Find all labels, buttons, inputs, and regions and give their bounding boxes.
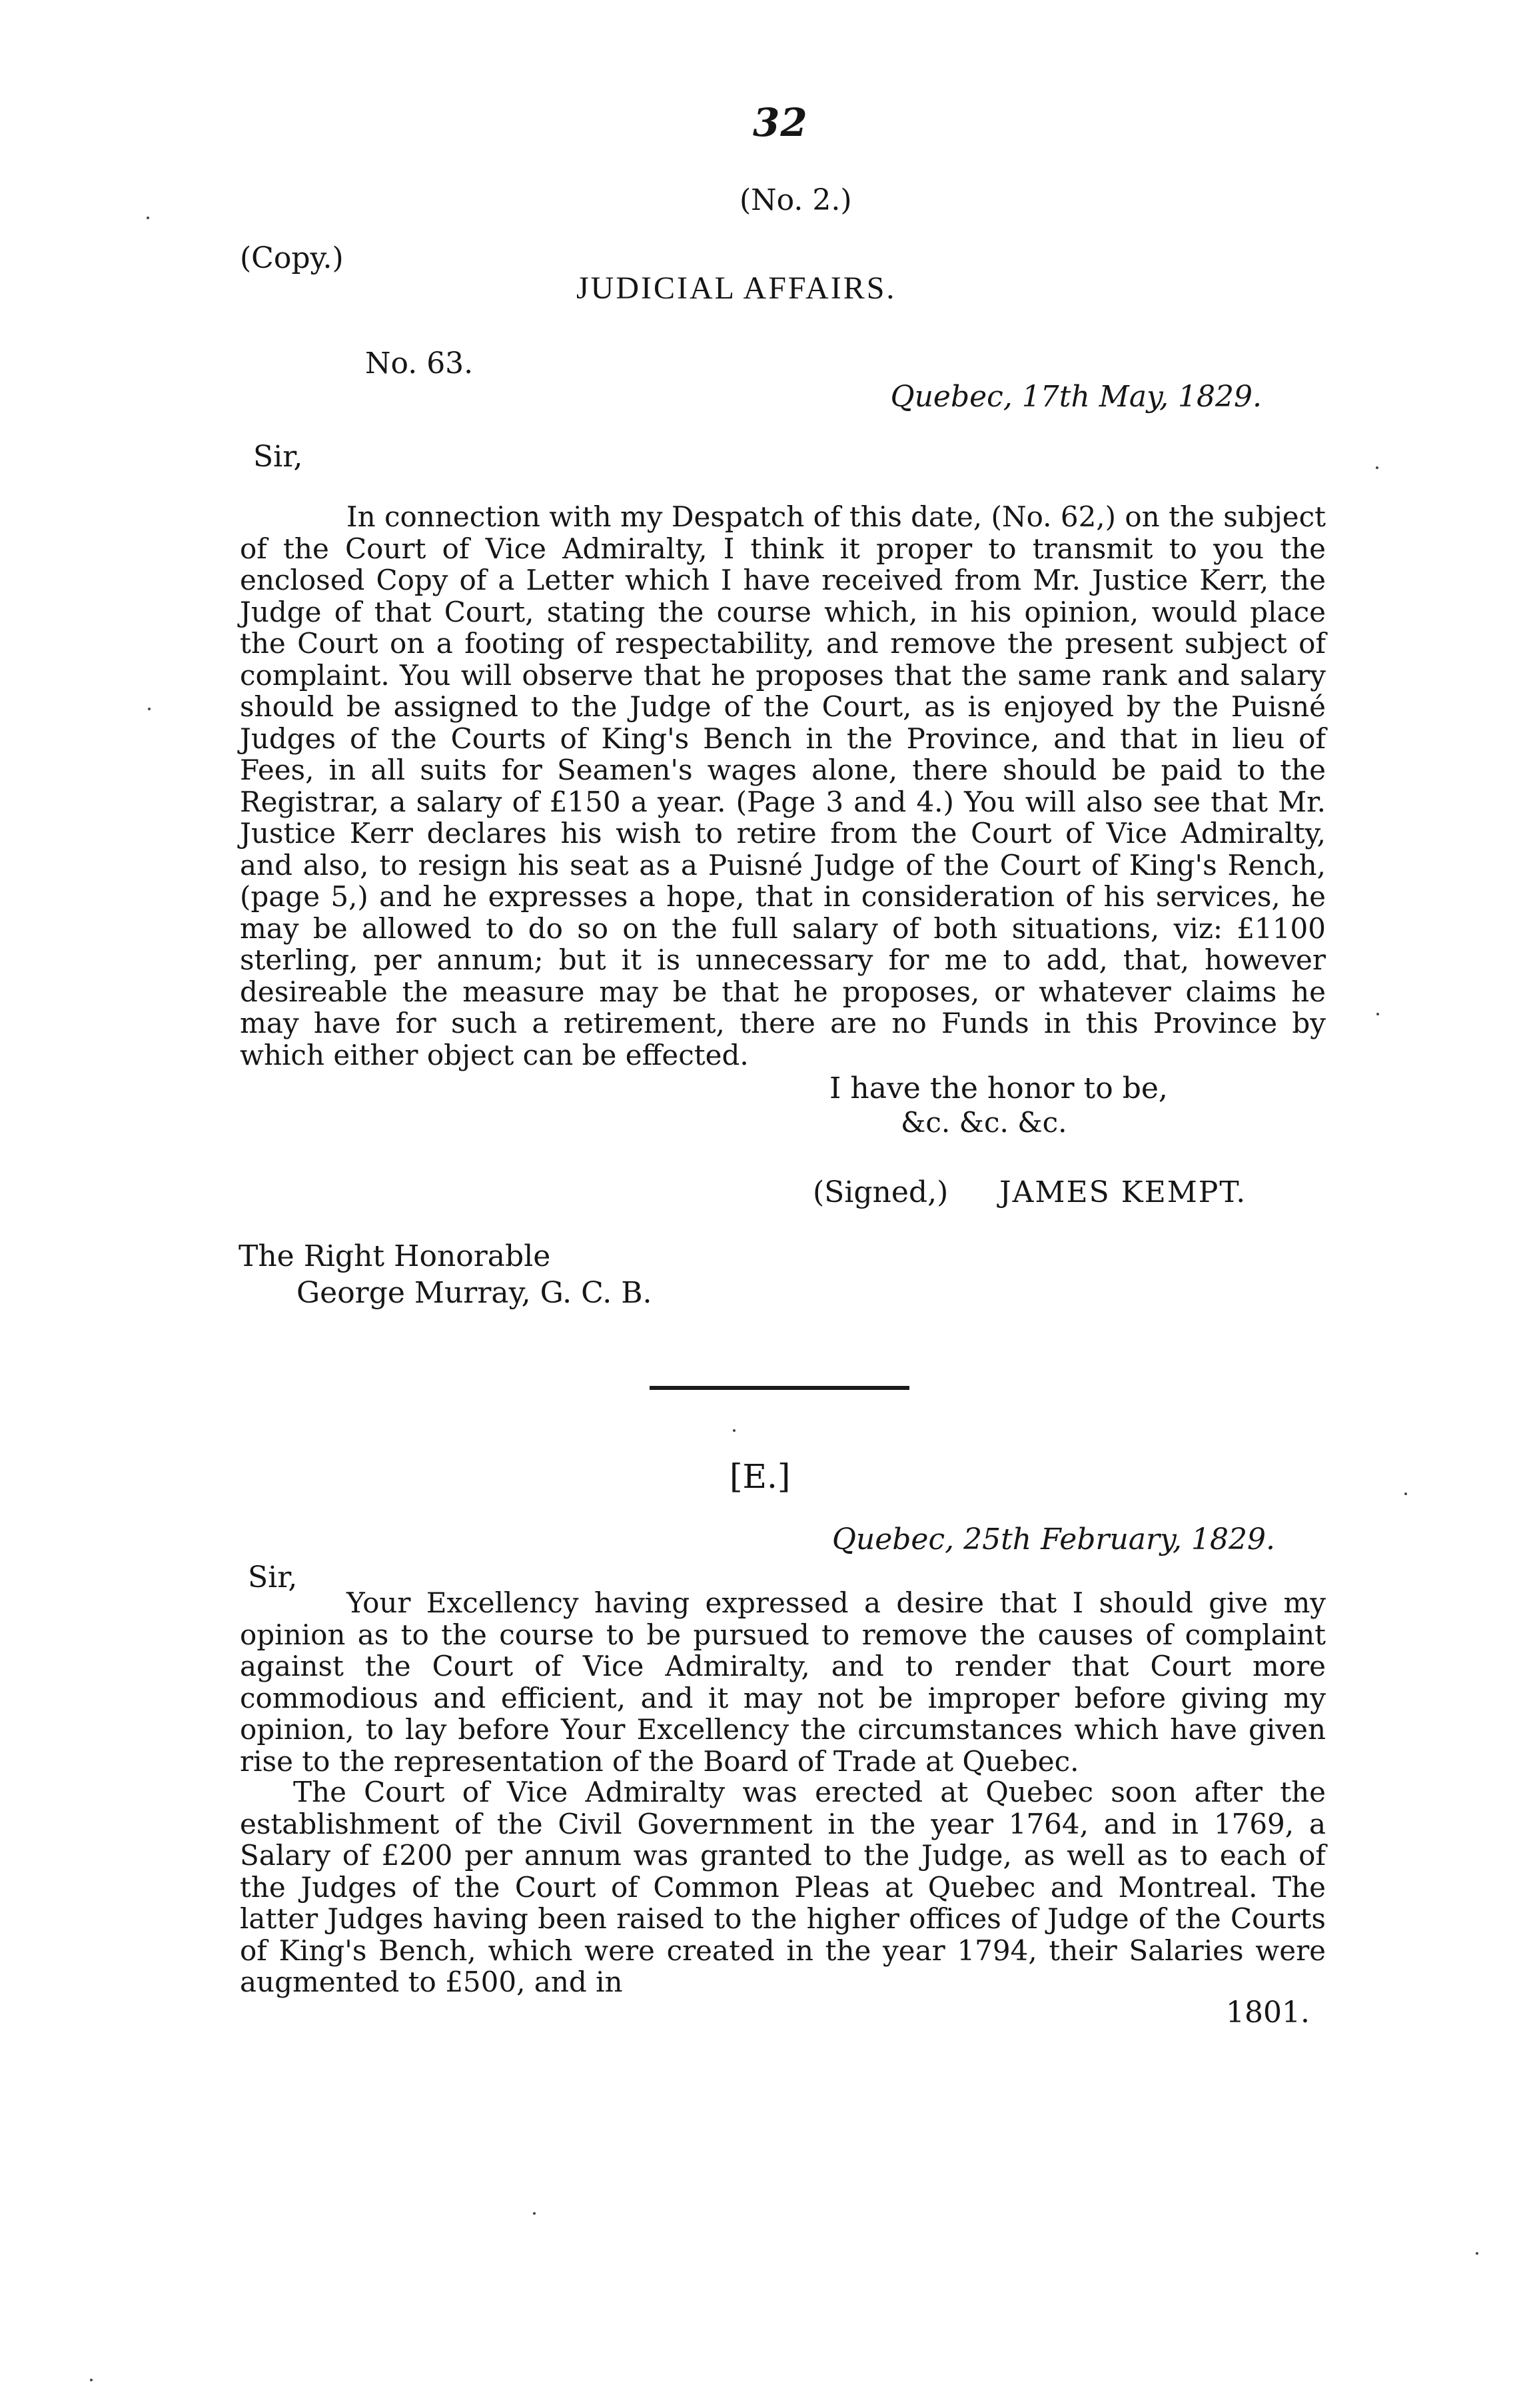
signer-name: JAMES KEMPT. (999, 1175, 1247, 1209)
body-paragraph: In connection with my Despatch of this date, (No. 62,) on the subject of the Court of Vice Admiralty, I think it proper to transmit to you the enclosed Copy of a Letter which I have received from Mr. Justice Kerr, the Judge of that Court, stating the course which, in his opinion, would place the Court on a footing of respectability, and remove the present subject of complaint. You will observe that he proposes that the same rank and salary should be assigned to the Judge of the Court, as is enjoyed by the Puisné Judges of the Courts of King's Bench in the Province, and that in lieu of Fees, in all suits for Seamen's wages alone, there should be paid to the Registrar, a salary of £150 a year. (Page 3 and 4.) You will also see that Mr. Justice Kerr declares his wish to retire from the Court of Vice Admiralty, and also, to resign his seat as a Puisné Judge of the Court of King's Rench, (page 5,) and he expresses a hope, that in consideration of his services, he may be allowed to do so on the full salary of both situations, viz: £1100 sterling, per annum; but it is unnecessary for me to add, that, however desireable the measure may be that he proposes, or whatever claims he may have for such a retirement, there are no Funds in this Province by which either object can be effected. (240, 500, 1326, 1071)
enclosure-label: [E.] (730, 1457, 791, 1496)
scan-speck (147, 217, 149, 219)
scan-speck (1376, 1013, 1379, 1015)
section-divider (650, 1386, 909, 1390)
letter-paragraph-1: Your Excellency having expressed a desire that I should give my opinion as to the course to be pursued to remove the causes of complaint against the Court of Vice Admiralty, and to render that Court more commodious and efficient, and it may not be improper before giving my opinion, to lay before Your Excellency the circumstances which have given rise to the representation of the Board of Trade at Quebec. (240, 1586, 1326, 1778)
addressee-line2: George Murray, G. C. B. (296, 1276, 652, 1310)
document-number: (No. 2.) (740, 183, 852, 217)
scan-speck (90, 2379, 93, 2381)
heading: JUDICIAL AFFAIRS. (576, 271, 897, 306)
scan-speck (1404, 1493, 1407, 1495)
letter-salutation: Sir, (248, 1560, 298, 1594)
scan-speck (148, 708, 151, 710)
dateline: Quebec, 17th May, 1829. (890, 380, 1262, 414)
signed-label: (Signed,) (813, 1175, 949, 1209)
scan-speck (1376, 466, 1378, 469)
letter-dateline: Quebec, 25th February, 1829. (831, 1522, 1275, 1556)
scan-speck (733, 1429, 736, 1432)
scan-speck (1476, 2252, 1478, 2255)
closing: I have the honor to be, (829, 1071, 1168, 1105)
despatch-number: No. 63. (365, 346, 474, 380)
copy-label: (Copy.) (240, 241, 344, 275)
page-number: 32 (753, 100, 808, 145)
closing-etc: &c. &c. &c. (901, 1106, 1067, 1139)
catchword: 1801. (1226, 1996, 1310, 2030)
scan-speck (533, 2212, 536, 2215)
addressee-line1: The Right Honorable (239, 1239, 551, 1273)
letter-paragraph-2: The Court of Vice Admiralty was erected at Quebec soon after the establishment of the Civil Government in the year 1764, and in 1769, a Salary of £200 per annum was granted to the Judge, as well as to each of the Judges of the Court of Common Pleas at Quebec and Montreal. The latter Judges having been raised to the higher offices of Judge of the Courts of King's Bench, which were created in the year 1794, their Salaries were augmented to £500, and in (240, 1776, 1326, 1998)
salutation: Sir, (253, 440, 303, 474)
